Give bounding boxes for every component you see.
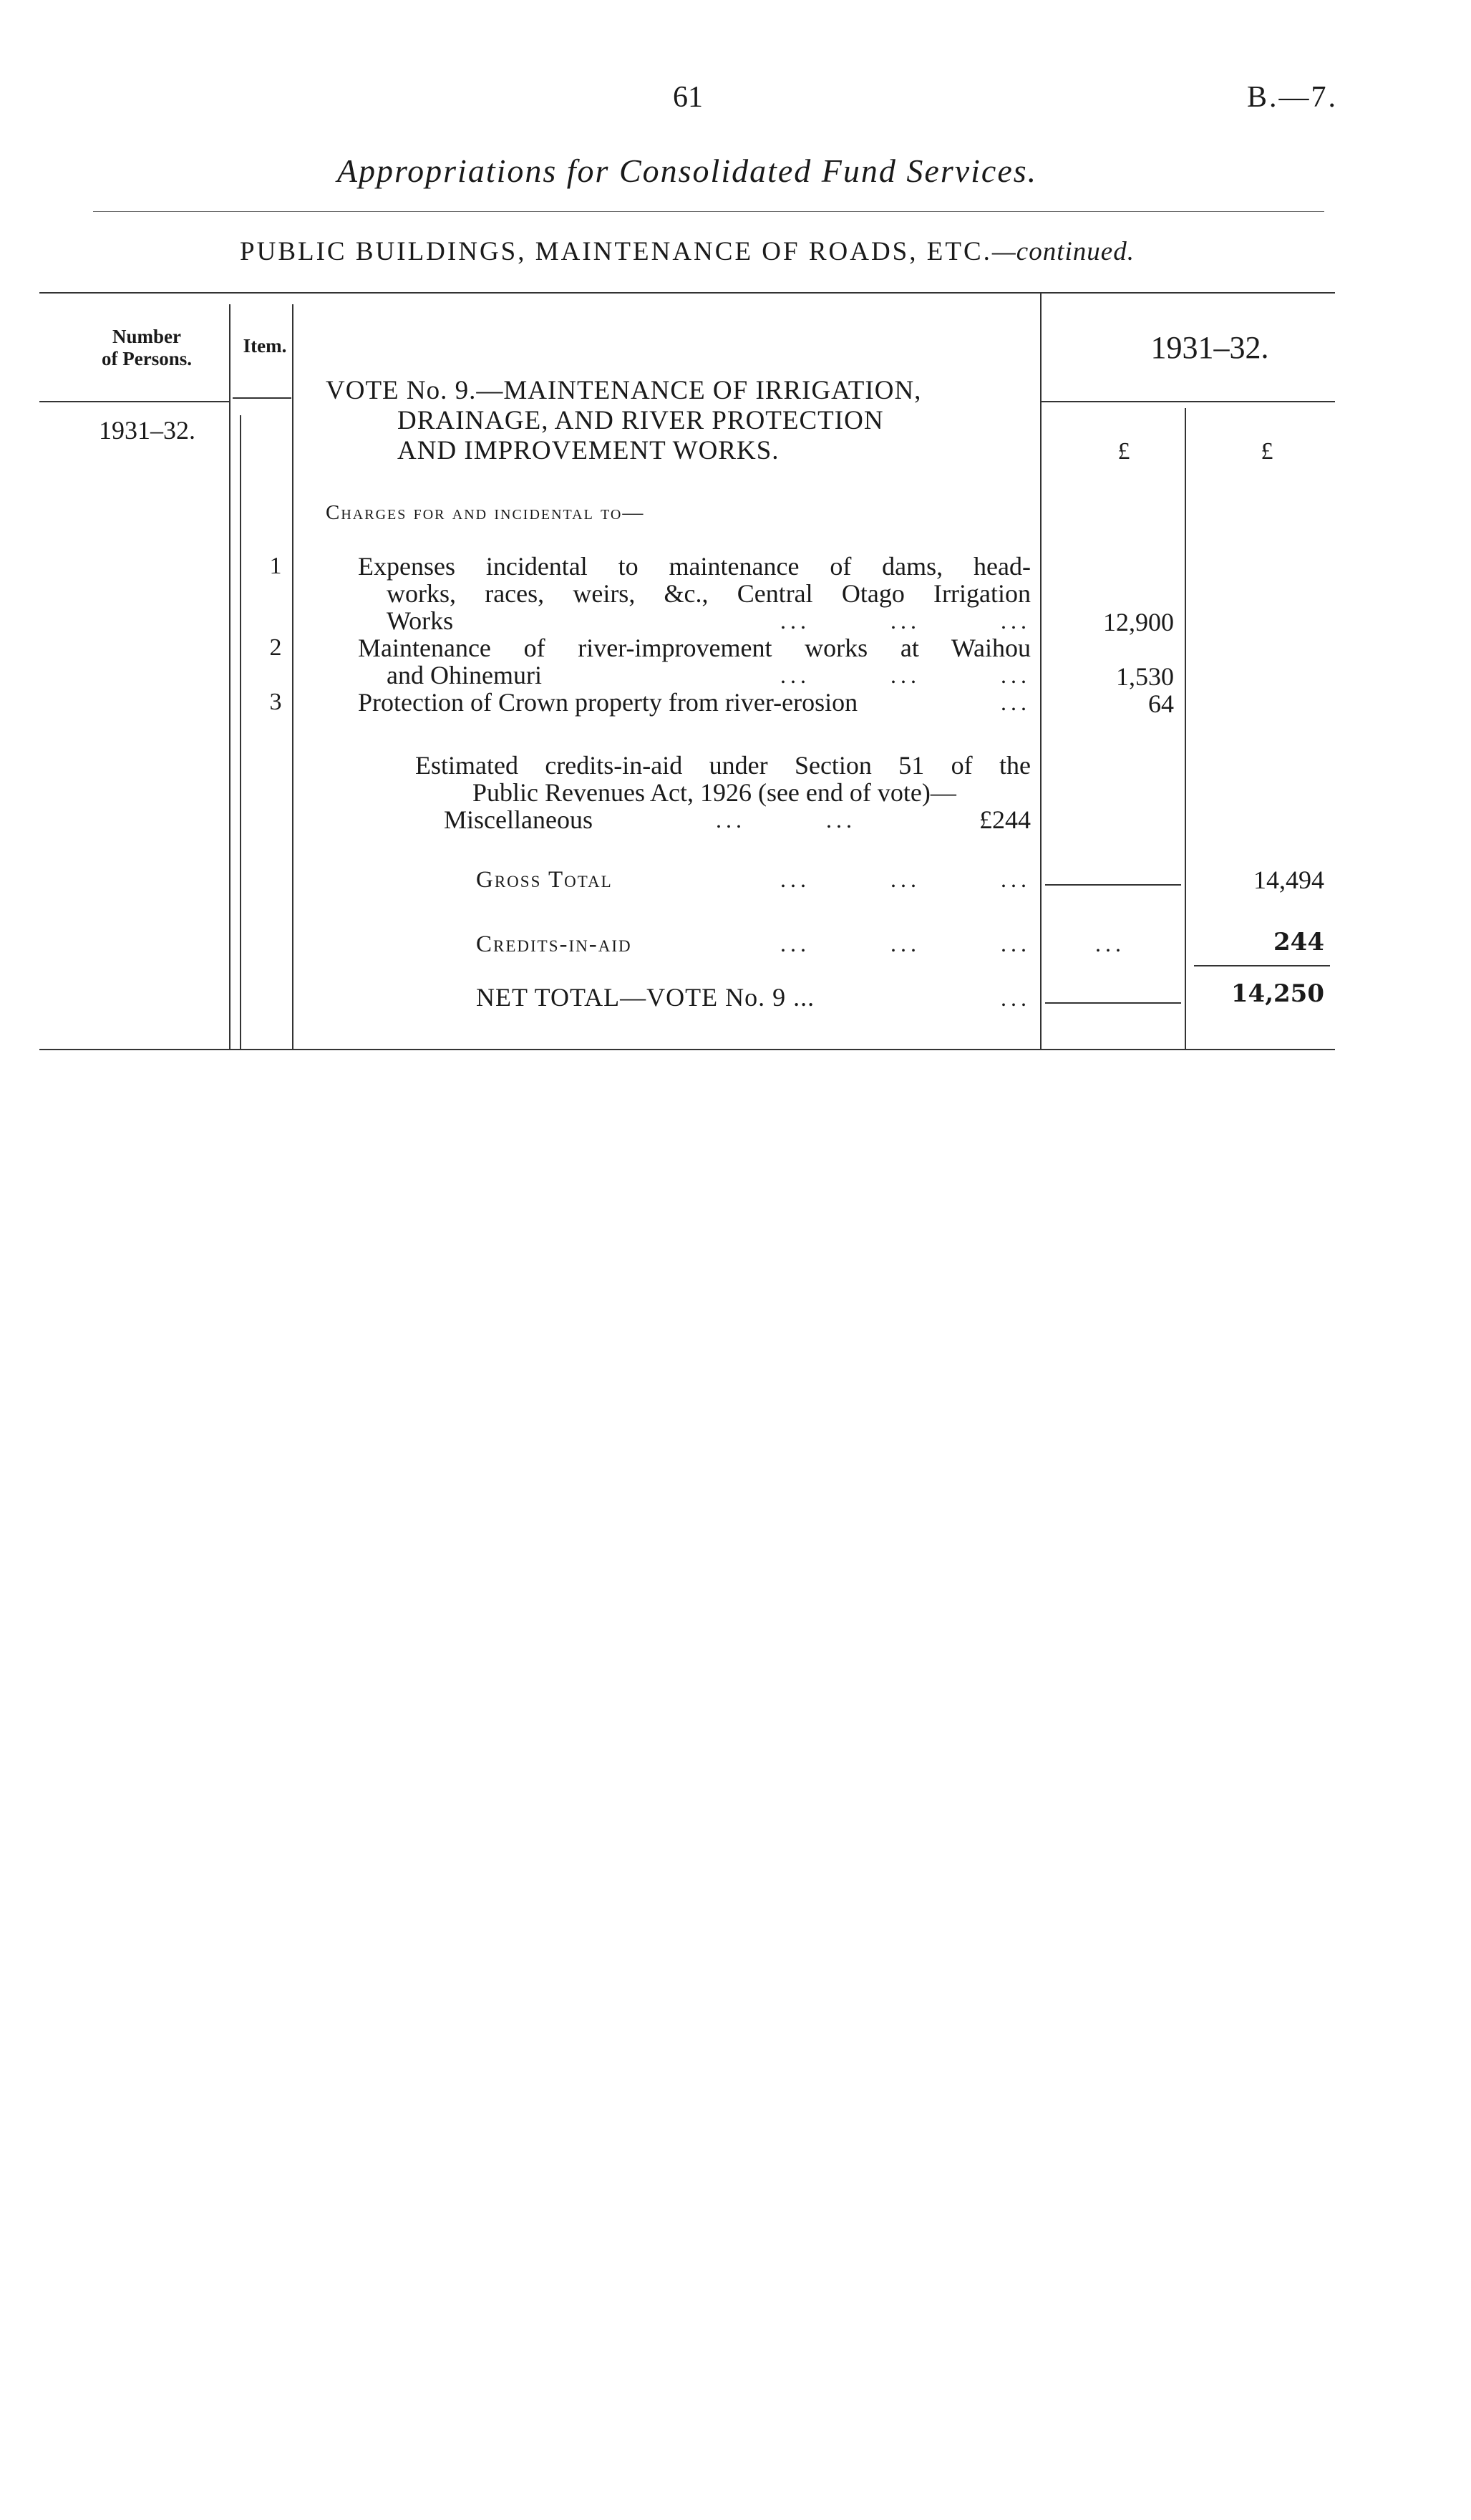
- gross-total-label: Gross Total: [476, 867, 613, 893]
- amount-column-left-divider: [1040, 294, 1042, 1049]
- currency-symbol-items: £: [1117, 438, 1130, 465]
- item-2-leader-dots: ... ... ...: [780, 662, 1031, 688]
- item-column-left-divider: [240, 415, 241, 1049]
- section-heading-continued: —continued.: [991, 237, 1135, 266]
- title-rule: [93, 211, 1324, 212]
- credits-note-misc-amount: £244: [979, 805, 1031, 834]
- net-total-label: NET TOTAL—VOTE No. 9 ...: [476, 983, 815, 1012]
- column-header-persons-line1: Number: [112, 326, 181, 347]
- column-header-item: Item.: [243, 335, 287, 357]
- credits-note-line1: Estimated credits-in-aid under Section 51 of the: [415, 751, 1031, 780]
- item-description-2: [358, 634, 1031, 689]
- table-bottom-rule: [39, 1049, 1335, 1050]
- net-total-amount: 14,250: [1230, 979, 1324, 1008]
- credits-note-leader-dots: ... ...: [715, 807, 856, 833]
- item-3-leader-dots: ...: [1001, 689, 1031, 715]
- credits-in-aid-leader-dots: ... ... ...: [780, 931, 1031, 956]
- section-heading: [0, 236, 1374, 267]
- section-heading-main: PUBLIC BUILDINGS, MAINTENANCE OF ROADS, ETC.: [240, 237, 992, 266]
- vote-title-line1: VOTE No. 9.—MAINTENANCE OF IRRIGATION,: [326, 376, 922, 405]
- column-header-persons-line2: of Persons.: [102, 348, 192, 369]
- persons-year: 1931–32.: [99, 416, 195, 445]
- item-amount-2: 1,530: [1116, 662, 1174, 691]
- credits-in-aid-row: [476, 931, 1031, 958]
- charges-heading: Charges for and incidental to—: [326, 501, 645, 524]
- vote-title-line2: DRAINAGE, AND RIVER PROTECTION: [397, 406, 884, 435]
- item-header-rule: [233, 397, 291, 399]
- document-reference: B.—7.: [1247, 81, 1339, 114]
- credits-in-aid-column-dots: ...: [1095, 931, 1125, 956]
- item-2-line2: and Ohinemuri: [387, 661, 542, 689]
- net-total-column-rule: [1045, 1002, 1181, 1004]
- persons-header-rule: [39, 401, 229, 402]
- persons-column-divider: [229, 304, 230, 1049]
- item-1-line1: Expenses incidental to maintenance of dams, head-: [358, 552, 1031, 581]
- item-description-3: [358, 689, 1031, 716]
- year-header-rule: [1042, 401, 1335, 402]
- item-amount-1: 12,900: [1103, 608, 1174, 636]
- gross-total-amount: 14,494: [1253, 866, 1324, 894]
- net-total-leader-dots: ...: [1001, 985, 1031, 1011]
- page-number: 61: [673, 81, 703, 114]
- item-description-1: [358, 553, 1031, 634]
- item-number-2: 2: [269, 634, 282, 661]
- item-1-leader-dots: ... ... ...: [780, 608, 1031, 634]
- currency-symbol-totals: £: [1261, 438, 1273, 465]
- credits-in-aid-amount: 244: [1273, 928, 1324, 956]
- item-1-line2: works, races, weirs, &c., Central Otago Irrigation: [387, 579, 1031, 608]
- item-1-line3: Works: [387, 606, 454, 635]
- item-column-right-divider: [292, 304, 293, 1049]
- vote-title-line3: AND IMPROVEMENT WORKS.: [397, 436, 780, 465]
- document-title: Appropriations for Consolidated Fund Services.: [336, 152, 1038, 189]
- gross-total-leader-dots: ... ... ...: [780, 866, 1031, 892]
- item-2-line1: Maintenance of river-improvement works at Waihou: [358, 634, 1031, 662]
- credits-note-misc-label: Miscellaneous: [444, 805, 593, 834]
- gross-total-column-rule: [1045, 884, 1181, 886]
- item-amount-3: 64: [1148, 689, 1174, 718]
- column-header-year: 1931–32.: [1150, 330, 1269, 365]
- credits-in-aid-label: Credits-in-aid: [476, 931, 632, 957]
- amount-column-mid-divider: [1185, 408, 1186, 1049]
- credits-in-aid-note: [415, 752, 1031, 833]
- item-number-3: 3: [269, 689, 282, 715]
- vote-title: [326, 376, 921, 466]
- item-3-line1: Protection of Crown property from river-erosion: [358, 688, 858, 717]
- item-number-1: 1: [269, 553, 282, 579]
- column-header-persons: [72, 326, 222, 370]
- credits-note-line2: Public Revenues Act, 1926 (see end of vote)—: [472, 778, 956, 807]
- credits-in-aid-rule: [1194, 965, 1330, 966]
- table-top-rule: [39, 292, 1335, 294]
- net-total-row: [476, 982, 1031, 1012]
- gross-total-row: [476, 866, 1031, 893]
